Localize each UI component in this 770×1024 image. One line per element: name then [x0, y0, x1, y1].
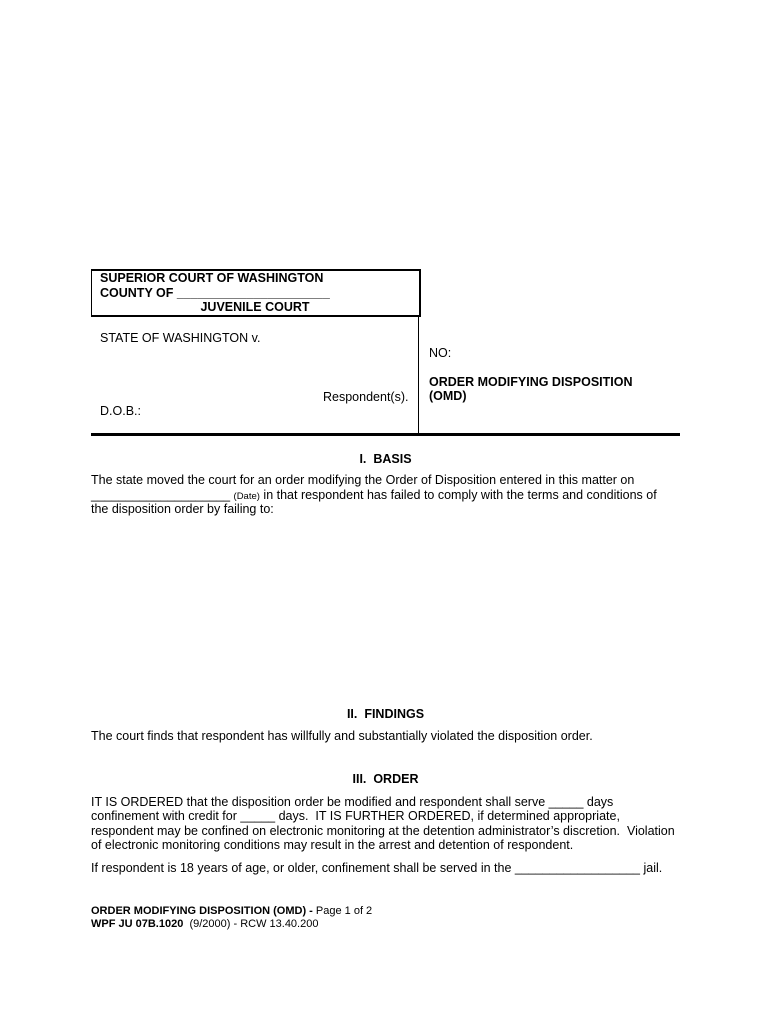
order-line-1: IT IS ORDERED that the disposition order be modified and respondent shall serve _____ days — [91, 795, 614, 809]
county-line: COUNTY OF ______________________ — [100, 286, 330, 300]
respondent-label: Respondent(s). — [323, 390, 409, 404]
caption-divider — [418, 316, 419, 434]
basis-line-1: The state moved the court for an order modifying the Order of Disposition entered in this matter on — [91, 473, 635, 487]
case-number-label: NO: — [429, 346, 452, 360]
footer-form-id: WPF JU 07B.1020 — [91, 918, 184, 930]
court-division: JUVENILE COURT — [200, 300, 310, 314]
findings-text: The court finds that respondent has willfully and substantially violated the disposition order. — [91, 729, 593, 743]
footer-form-title: ORDER MODIFYING DISPOSITION (OMD) - — [91, 905, 313, 917]
dob-label: D.O.B.: — [100, 404, 141, 418]
state-party: STATE OF WASHINGTON v. — [100, 331, 261, 345]
footer-form-line — [91, 918, 318, 931]
order-line-4: of electronic monitoring conditions may result in the arrest and detention of respondent. — [91, 838, 574, 852]
footer-form-rest: (9/2000) - RCW 13.40.200 — [189, 918, 319, 930]
court-name: SUPERIOR COURT OF WASHINGTON — [100, 271, 324, 285]
findings-heading: II. FINDINGS — [346, 707, 425, 721]
order-jail-line: If respondent is 18 years of age, or older, confinement shall be served in the __________________ jail. — [91, 861, 663, 875]
footer-title-line — [91, 905, 372, 918]
basis-heading: I. BASIS — [359, 452, 412, 466]
document-title: ORDER MODIFYING DISPOSITION — [429, 375, 633, 389]
date-blank: ____________________ — [91, 488, 231, 502]
document-title-abbrev: (OMD) — [429, 389, 467, 403]
order-line-3: respondent may be confined on electronic monitoring at the detention administrator’s discretion. Violation — [91, 824, 675, 838]
basis-line-3: the disposition order by failing to: — [91, 502, 274, 516]
footer-page: Page 1 of 2 — [315, 905, 373, 917]
order-heading: III. ORDER — [352, 772, 419, 786]
order-line-2: confinement with credit for _____ days. IT IS FURTHER ORDERED, if determined appropriate, — [91, 809, 620, 823]
basis-line-2-rest: in that respondent has failed to comply with the terms and conditions of — [263, 488, 657, 502]
caption-bottom-rule — [91, 433, 680, 436]
date-hint: (Date) — [233, 491, 260, 502]
